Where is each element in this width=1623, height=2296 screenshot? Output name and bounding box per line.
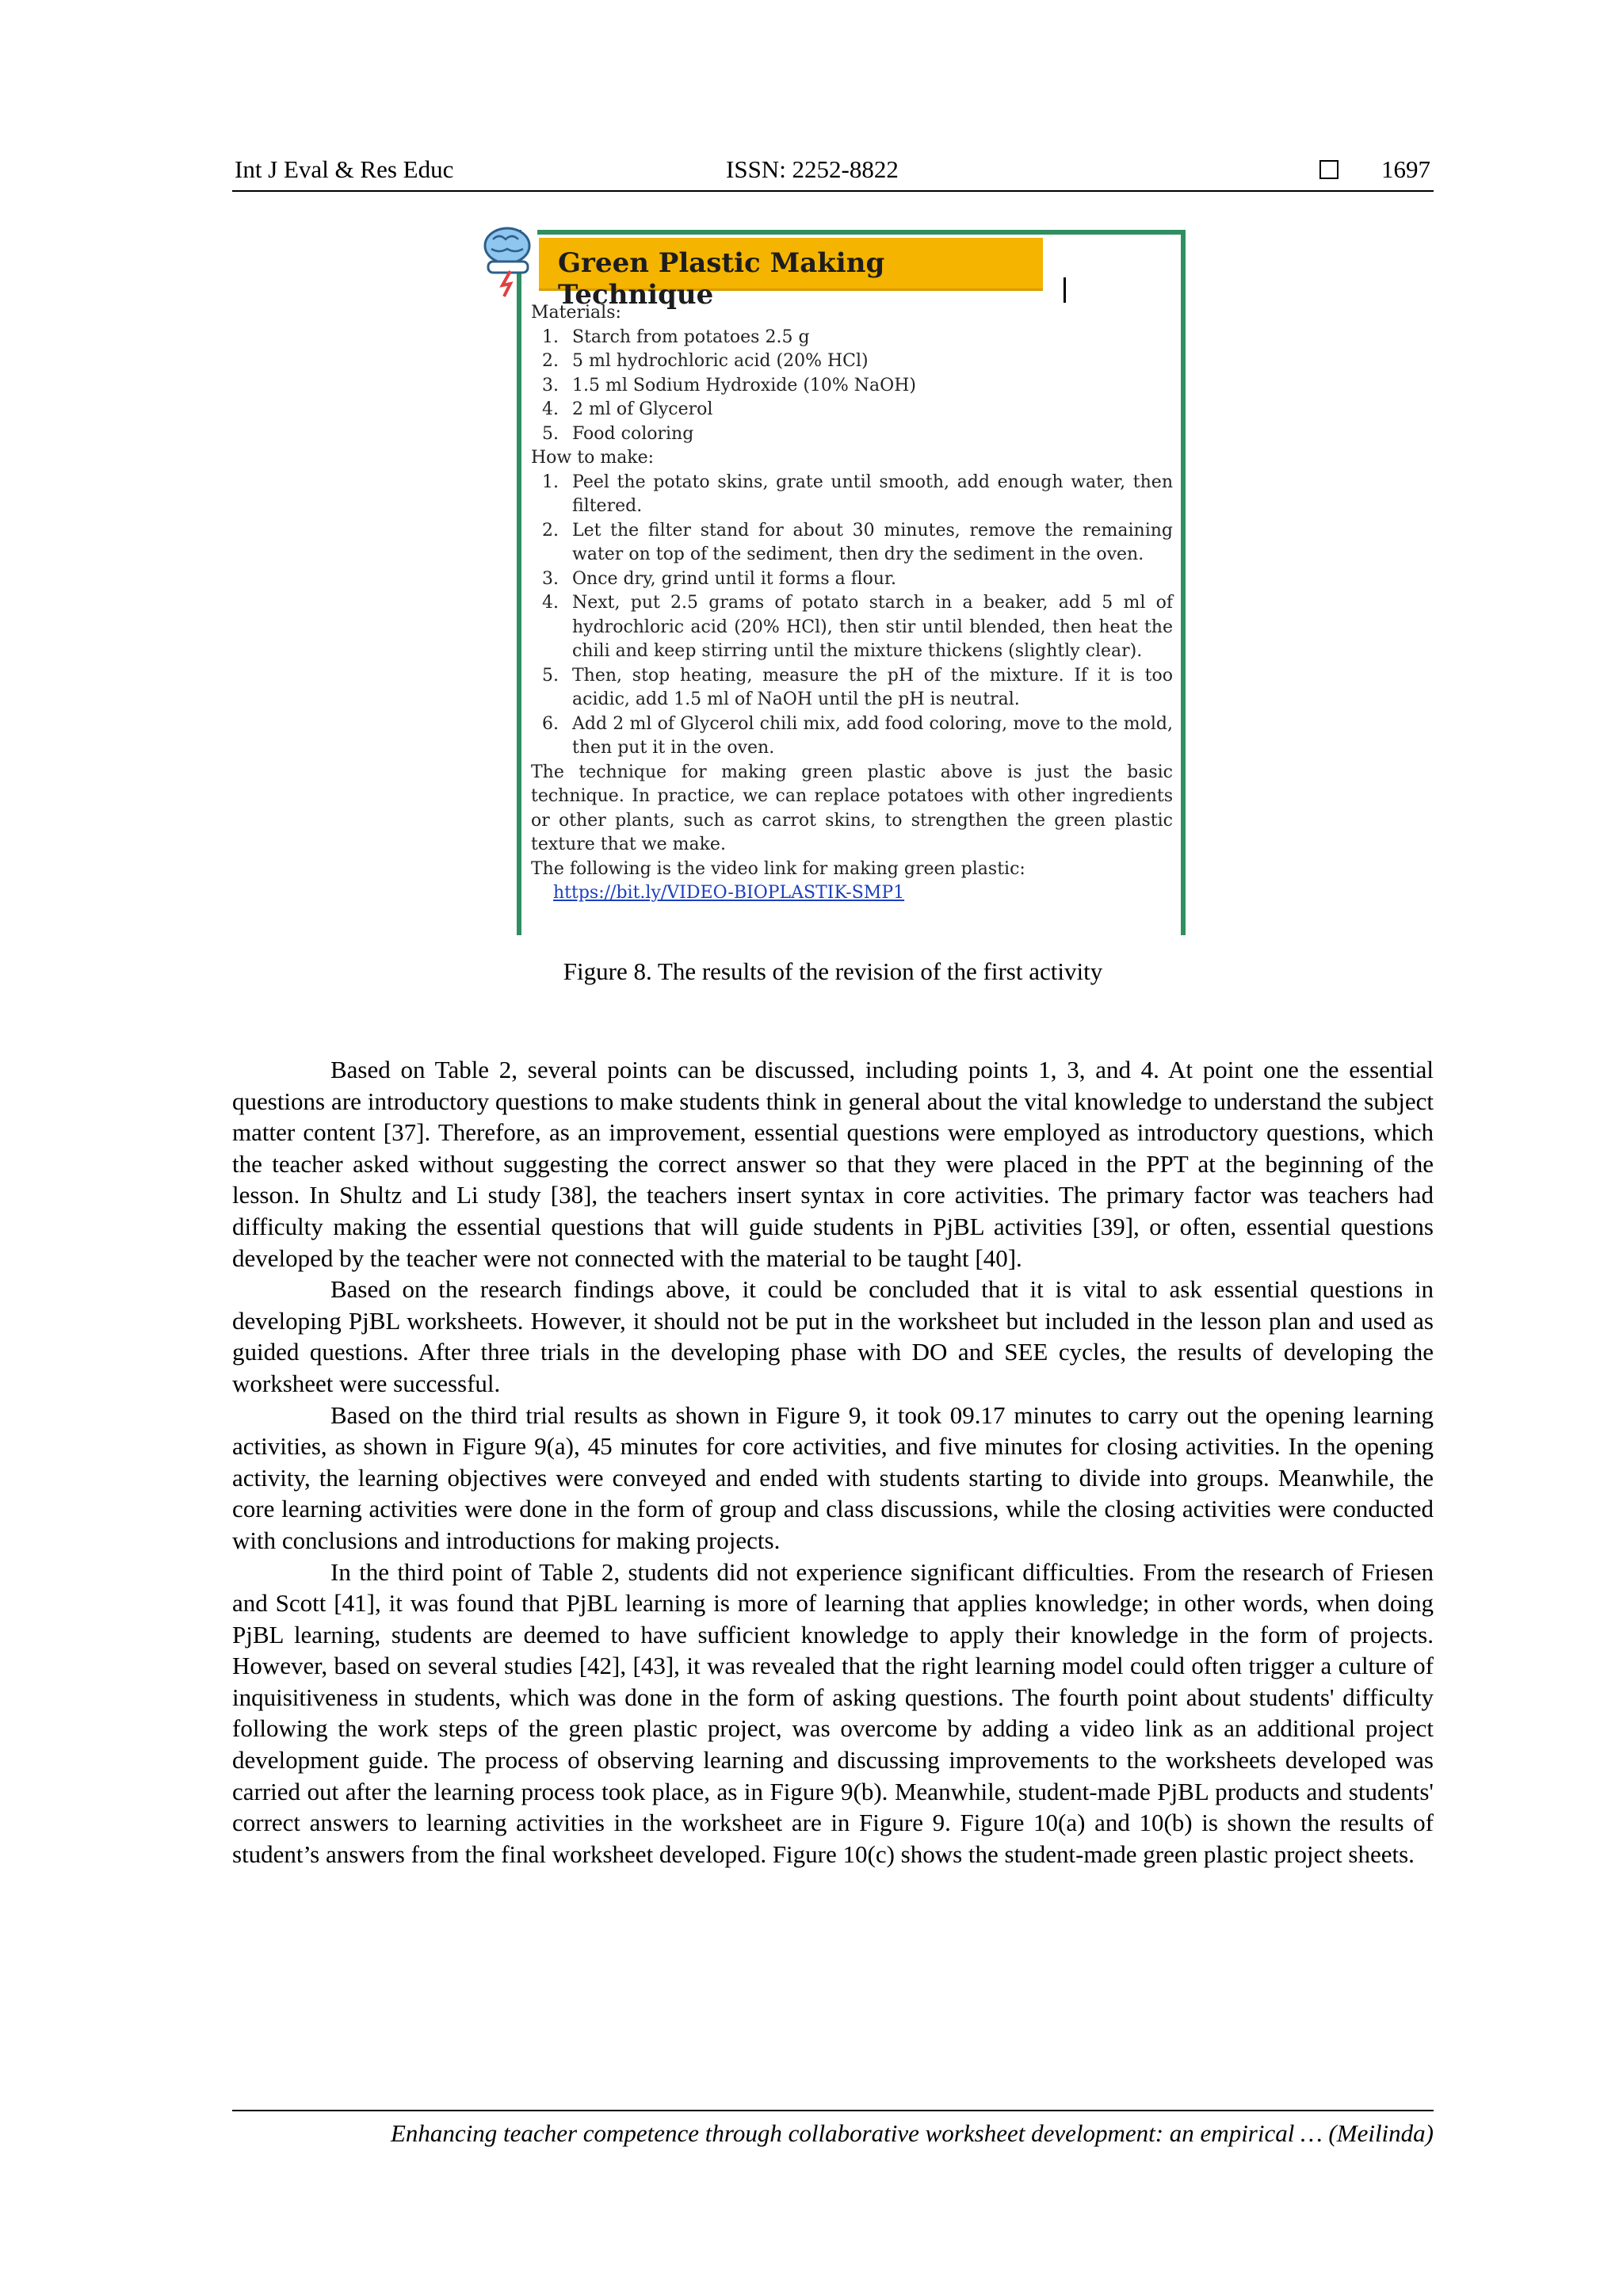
list-item: 3. 1.5 ml Sodium Hydroxide (10% NaOH)	[564, 374, 1173, 399]
checkbox-square-icon	[1319, 160, 1338, 179]
figure-body	[531, 301, 1173, 906]
list-item: 1. Peel the potato skins, grate until smooth, add enough water, then filtered.	[564, 471, 1173, 519]
page-number: 1697	[1381, 155, 1430, 183]
paragraph: Based on the research findings above, it could be concluded that it is vital to ask essential questions in developing PjBL worksheets. However, it should not be put in the worksheet but included in the lesson plan and used as guided questions. After three trials in the developing phase with DO and SEE cycles, the results of developing the worksheet were successful.	[232, 1275, 1434, 1397]
page-header	[232, 155, 1434, 192]
list-item: 3. Once dry, grind until it forms a flour.	[564, 567, 1173, 592]
video-link[interactable]: https://bit.ly/VIDEO-BIOPLASTIK-SMP1	[553, 883, 905, 903]
frame-top-border	[537, 230, 1186, 235]
technique-note: The technique for making green plastic above is just the basic technique. In practice, we can replace potatoes with other ingredients or other plants, such as carrot skins, to strengthen the green plastic texture that we make.	[531, 762, 1173, 854]
list-item: 2. 5 ml hydrochloric acid (20% HCl)	[564, 350, 1173, 374]
list-item: 6. Add 2 ml of Glycerol chili mix, add food coloring, move to the mold, then put it in the oven.	[564, 712, 1173, 761]
figure-title-banner	[539, 238, 1043, 311]
frame-left-border	[517, 230, 521, 935]
materials-heading: Materials:	[531, 303, 621, 323]
figure-title: Green Plastic Making Technique	[558, 247, 885, 311]
list-item: 1. Starch from potatoes 2.5 g	[564, 326, 1173, 350]
paragraph: In the third point of Table 2, students did not experience significant difficulties. From the research of Friesen and Scott [41], it was found that PjBL learning is more of learning that applies knowledge; in other words, when doing PjBL learning, students are deemed to have sufficient knowledge to apply their knowledge in the form of projects. However, based on several studies [42], [43], it was revealed that the right learning model could often trigger a culture of inquisitiveness in students, which was done in the form of asking questions. The fourth point about students' difficulty following the work steps of the green plastic project, was overcome by adding a video link as an additional project development guide. The process of observing learning and discussing improvements to the worksheets developed was carried out after the learning process took place, as in Figure 9(b). Meanwhile, student-made PjBL products and students' correct answers to learning activities in the worksheet are in Figure 9. Figure 10(a) and 10(b) is shown the results of student’s answers from the final worksheet developed. Figure 10(c) shows the student-made green plastic project sheets.	[232, 1557, 1434, 1868]
paragraph: Based on the third trial results as shown in Figure 9, it took 09.17 minutes to carry out the opening learning activities, as shown in Figure 9(a), 45 minutes for core activities, and five minutes for closing activities. In the opening activity, the learning objectives were conveyed and ended with students starting to divide into groups. Meanwhile, the core learning activities were done in the form of group and class discussions, while the closing activities were conducted with conclusions and introductions for making projects.	[232, 1400, 1434, 1554]
frame-right-border	[1181, 230, 1186, 935]
steps-list	[531, 471, 1173, 761]
body-text	[232, 1054, 1434, 1870]
list-item: 2. Let the filter stand for about 30 minutes, remove the remaining water on top of the sediment, then dry the sediment in the oven.	[564, 519, 1173, 567]
list-item: 5. Food coloring	[564, 422, 1173, 447]
howto-heading: How to make:	[531, 448, 655, 468]
list-item: 5. Then, stop heating, measure the pH of the mixture. If it is too acidic, add 1.5 ml of NaOH until the pH is neutral.	[564, 664, 1173, 712]
list-item: 4. Next, put 2.5 grams of potato starch in a beaker, add 5 ml of hydrochloric acid (20% HCl), then stir until blended, then heat the chili and keep stirring until the mixture thickens (slightly clear).	[564, 591, 1173, 664]
materials-list	[531, 326, 1173, 447]
paragraph: Based on Table 2, several points can be discussed, including points 1, 3, and 4. At point one the essential questions are introductory questions to make students think in general about the vital knowledge to understand the subject matter content [37]. Therefore, as an improvement, essential questions were employed as introductory questions, which the teacher asked without suggesting the correct answer so that they were placed in the PPT at the beginning of the lesson. In Shultz and Li study [38], the teachers insert syntax in core activities. The primary factor was teachers had difficulty making the essential questions that will guide students in PjBL activities [39], or often, essential questions developed by the teacher were not connected with the material to be taught [40].	[232, 1056, 1434, 1272]
brain-lightbulb-icon	[475, 222, 536, 298]
figure-caption: Figure 8. The results of the revision of the first activity	[563, 957, 1103, 985]
video-intro: The following is the video link for making green plastic:	[531, 858, 1025, 879]
list-item: 4. 2 ml of Glycerol	[564, 398, 1173, 422]
text-cursor	[1064, 277, 1066, 303]
page-footer: Enhancing teacher competence through collaborative worksheet development: an empirical … (Meilinda)	[232, 2110, 1434, 2148]
journal-name: Int J Eval & Res Educ	[235, 155, 454, 183]
issn: ISSN: 2252-8822	[726, 155, 899, 183]
figure-8	[475, 222, 1189, 935]
